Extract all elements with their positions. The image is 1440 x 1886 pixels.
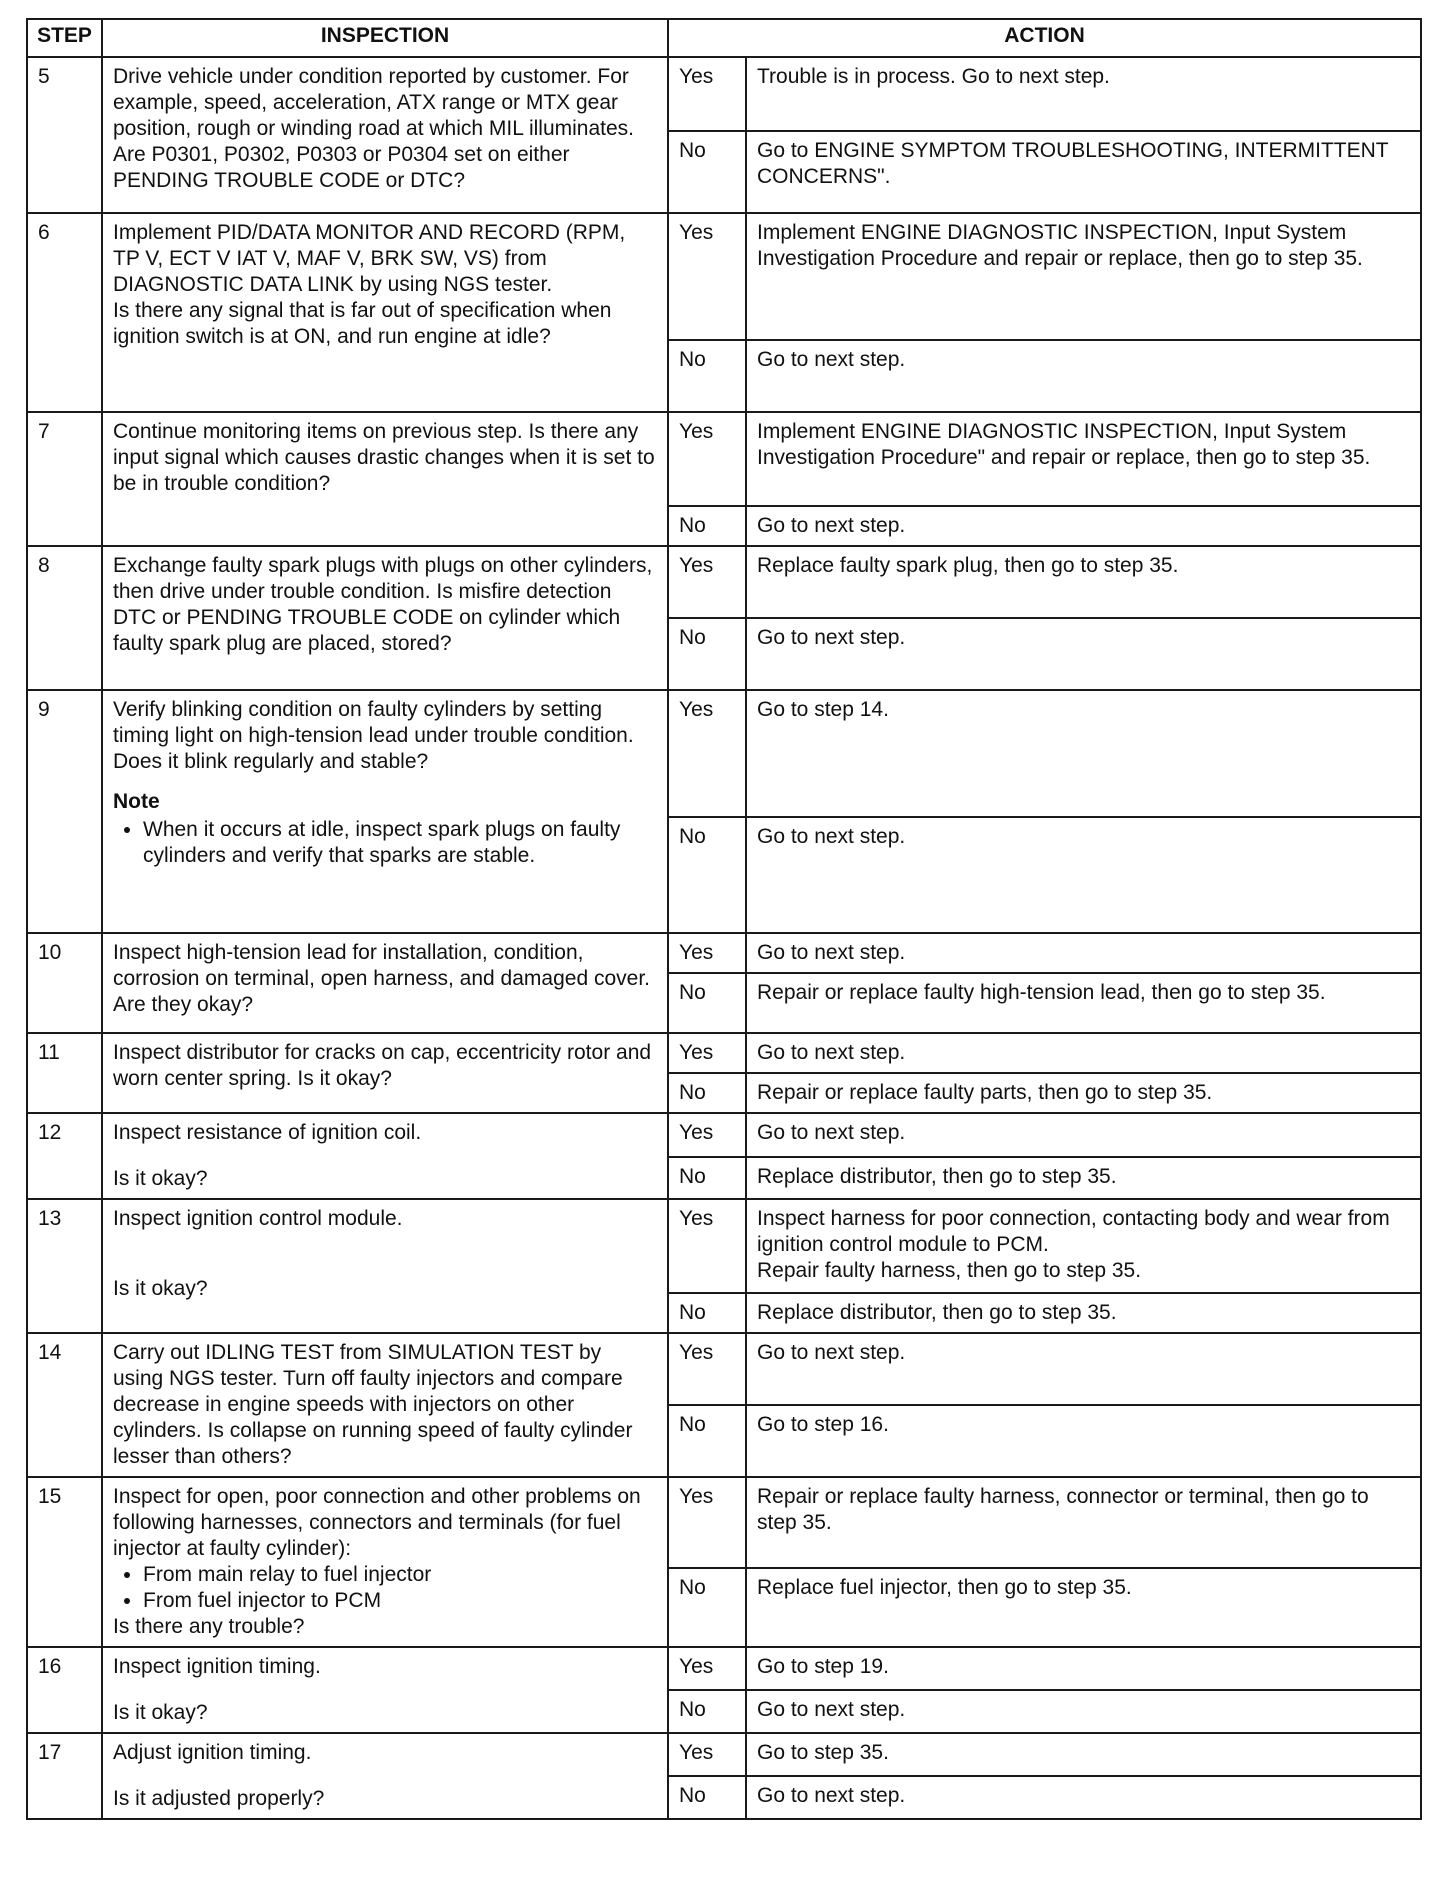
yes-action: Go to next step. [746,1033,1421,1073]
no-label: No [668,618,746,690]
step-number: 16 [27,1647,102,1733]
no-action: Go to next step. [746,618,1421,690]
no-label: No [668,817,746,933]
no-action: Repair or replace faulty parts, then go to step 35. [746,1073,1421,1113]
yes-label: Yes [668,1647,746,1690]
inspection-text: Drive vehicle under condition reported by customer. For example, speed, acceleration, ATX range or MTX gear position, rough or winding road at which MIL illuminates. Are P0301, P0302, P0303 or P0304 set on either PENDING TROUBLE CODE or DTC? [113,65,634,192]
no-label: No [668,1690,746,1733]
inspection-cell [102,1333,668,1477]
inspection-text: Carry out IDLING TEST from SIMULATION TEST by using NGS tester. Turn off faulty injectors and compare decrease in engine speeds with injectors on other cylinders. Is collapse on running speed of faulty cylinder lesser than others? [113,1341,633,1468]
yes-label: Yes [668,1199,746,1293]
no-action: Go to next step. [746,1776,1421,1819]
inspection-cell [102,1199,668,1333]
no-action: Go to step 16. [746,1405,1421,1477]
inspection-text: Adjust ignition timing. [113,1741,312,1764]
step-number: 17 [27,1733,102,1819]
no-label: No [668,340,746,412]
inspection-text: Continue monitoring items on previous step. Is there any input signal which causes drastic changes when it is set to be in trouble condition? [113,420,655,495]
yes-action: Go to step 35. [746,1733,1421,1776]
inspection-cell [102,1033,668,1113]
note-list [113,817,657,869]
table-row [27,213,1421,340]
inspection-text: Implement PID/DATA MONITOR AND RECORD (RPM, TP V, ECT V IAT V, MAF V, BRK SW, VS) from DIAGNOSTIC DATA LINK by using NGS tester. Is there any signal that is far out of specification when ignition switch is at ON, and run engine at idle? [113,221,626,348]
step-number: 7 [27,412,102,546]
no-label: No [668,506,746,546]
no-action: Go to next step. [746,506,1421,546]
inspection-text: Inspect ignition control module. [113,1207,403,1230]
table-header-row [27,19,1421,57]
inspection-cell [102,412,668,546]
no-action: Replace distributor, then go to step 35. [746,1293,1421,1333]
step-number: 5 [27,57,102,213]
inspection-question: Is it okay? [113,1167,208,1190]
yes-action: Implement ENGINE DIAGNOSTIC INSPECTION, Input System Investigation Procedure and repair or replace, then go to step 35. [746,213,1421,340]
no-action: Go to next step. [746,1690,1421,1733]
no-action: Replace distributor, then go to step 35. [746,1157,1421,1199]
yes-label: Yes [668,546,746,618]
no-label: No [668,1293,746,1333]
no-label: No [668,1568,746,1647]
inspection-cell [102,1477,668,1647]
inspection-cell [102,213,668,412]
note-heading: Note [113,790,160,813]
inspection-text: Inspect resistance of ignition coil. [113,1121,422,1144]
no-action: Go to next step. [746,817,1421,933]
yes-action: Repair or replace faulty harness, connector or terminal, then go to step 35. [746,1477,1421,1568]
step-column-header: STEP [27,19,102,57]
no-label: No [668,1157,746,1199]
yes-label: Yes [668,57,746,131]
no-action: Replace fuel injector, then go to step 35. [746,1568,1421,1647]
inspection-cell [102,933,668,1033]
step-number: 8 [27,546,102,690]
inspection-cell [102,546,668,690]
table-row [27,1033,1421,1073]
table-row [27,57,1421,131]
yes-label: Yes [668,1477,746,1568]
inspection-text: Inspect distributor for cracks on cap, eccentricity rotor and worn center spring. Is it okay? [113,1041,652,1090]
yes-action: Go to next step. [746,1333,1421,1405]
table-row [27,1733,1421,1776]
yes-label: Yes [668,412,746,506]
harness-list [113,1562,657,1614]
inspection-text: Inspect ignition timing. [113,1655,321,1678]
no-action: Go to next step. [746,340,1421,412]
no-label: No [668,131,746,213]
harness-bullet: • From main relay to fuel injector [143,1562,657,1588]
table-row [27,690,1421,817]
step-number: 10 [27,933,102,1033]
inspection-text: Exchange faulty spark plugs with plugs on other cylinders, then drive under trouble condition. Is misfire detection DTC or PENDING TROUBLE CODE on cylinder which faulty spark plug are placed, stored? [113,554,653,655]
step-number: 12 [27,1113,102,1199]
table-row [27,1647,1421,1690]
inspection-question: Is it okay? [113,1701,208,1724]
troubleshooting-table [26,18,1422,1820]
step-number: 13 [27,1199,102,1333]
step-number: 11 [27,1033,102,1113]
table-row [27,412,1421,506]
yes-label: Yes [668,1033,746,1073]
table-row [27,546,1421,618]
yes-action: Trouble is in process. Go to next step. [746,57,1421,131]
inspection-column-header: INSPECTION [102,19,668,57]
inspection-text: Inspect for open, poor connection and other problems on following harnesses, connectors and terminals (for fuel injector at faulty cylinder): [113,1485,641,1560]
yes-label: Yes [668,933,746,973]
yes-action: Inspect harness for poor connection, contacting body and wear from ignition control module to PCM. Repair faulty harness, then go to step 35. [746,1199,1421,1293]
inspection-cell [102,1113,668,1199]
no-action: Go to ENGINE SYMPTOM TROUBLESHOOTING, INTERMITTENT CONCERNS". [746,131,1421,213]
action-column-header: ACTION [668,19,1421,57]
yes-label: Yes [668,1733,746,1776]
inspection-cell [102,1733,668,1819]
inspection-text: Inspect high-tension lead for installation, condition, corrosion on terminal, open harness, and damaged cover. Are they okay? [113,941,650,1016]
yes-action: Go to next step. [746,933,1421,973]
harness-bullet: • From fuel injector to PCM [143,1588,657,1614]
table-row [27,1113,1421,1157]
no-label: No [668,1776,746,1819]
inspection-cell [102,690,668,933]
yes-action: Go to step 14. [746,690,1421,817]
yes-action: Replace faulty spark plug, then go to step 35. [746,546,1421,618]
no-label: No [668,973,746,1033]
table-row [27,933,1421,973]
yes-action: Go to step 19. [746,1647,1421,1690]
diagnostic-procedure-page [26,18,1420,1820]
inspection-question: Is it adjusted properly? [113,1787,325,1810]
note-bullet: • When it occurs at idle, inspect spark plugs on faulty cylinders and verify that sparks are stable. [143,817,657,869]
inspection-text: Verify blinking condition on faulty cylinders by setting timing light on high-tension lead under trouble condition. Does it blink regularly and stable? [113,698,634,773]
yes-label: Yes [668,690,746,817]
step-number: 9 [27,690,102,933]
inspection-cell [102,1647,668,1733]
yes-label: Yes [668,1113,746,1157]
yes-label: Yes [668,1333,746,1405]
inspection-cell [102,57,668,213]
yes-label: Yes [668,213,746,340]
no-label: No [668,1073,746,1113]
no-label: No [668,1405,746,1477]
no-action: Repair or replace faulty high-tension lead, then go to step 35. [746,973,1421,1033]
table-row [27,1199,1421,1293]
step-number: 6 [27,213,102,412]
table-row [27,1333,1421,1405]
step-number: 14 [27,1333,102,1477]
step-number: 15 [27,1477,102,1647]
yes-action: Implement ENGINE DIAGNOSTIC INSPECTION, Input System Investigation Procedure" and repair or replace, then go to step 35. [746,412,1421,506]
table-row [27,1477,1421,1568]
inspection-question: Is there any trouble? [113,1615,305,1638]
yes-action: Go to next step. [746,1113,1421,1157]
inspection-question: Is it okay? [113,1277,208,1300]
